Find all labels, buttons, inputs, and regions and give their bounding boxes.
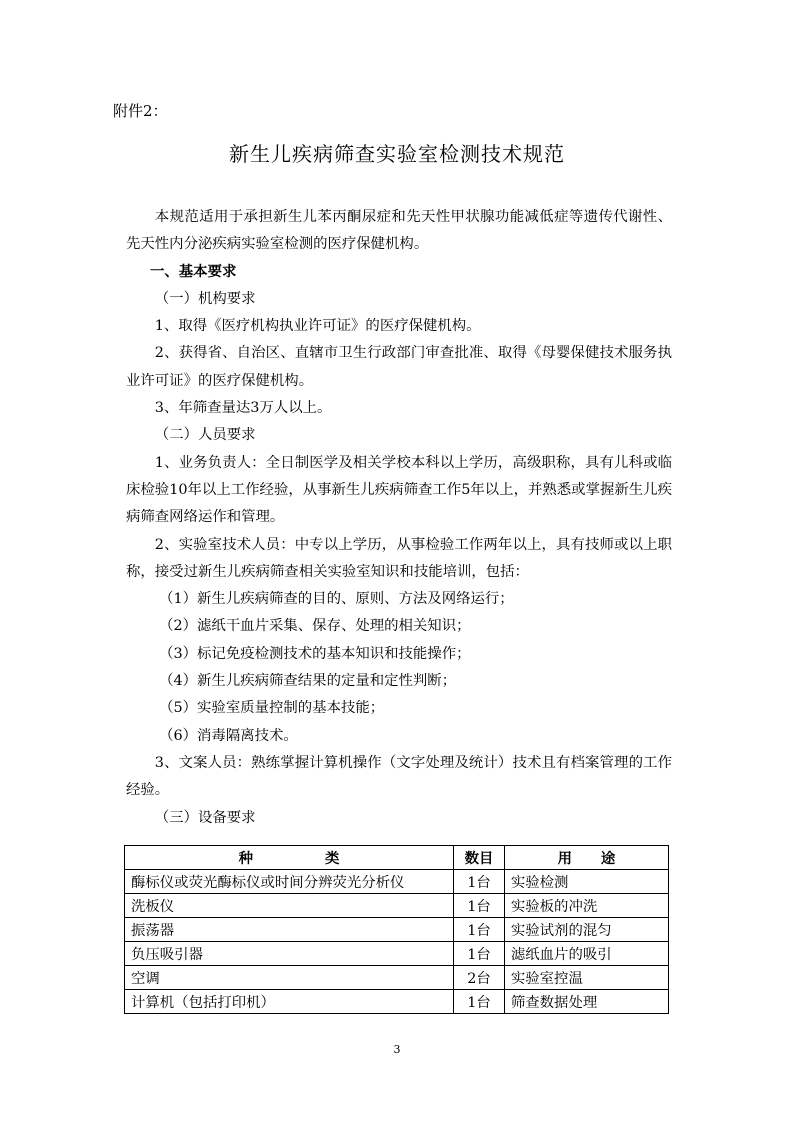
header-purpose: 用 途	[504, 846, 668, 870]
cell-purpose: 实验试剂的混匀	[504, 918, 668, 942]
cell-purpose: 实验检测	[504, 870, 668, 894]
cell-type: 负压吸引器	[125, 942, 454, 966]
document-body	[126, 204, 672, 832]
attachment-label: 附件2：	[113, 102, 168, 120]
cell-type: 洗板仪	[125, 894, 454, 918]
staff-item-3: 3、文案人员：熟练掌握计算机操作（文字处理及统计）技术且有档案管理的工作经验。	[126, 754, 672, 799]
cell-type: 计算机（包括打印机）	[125, 990, 454, 1014]
page-number: 3	[393, 1043, 401, 1056]
cell-type: 酶标仪或荧光酶标仪或时间分辨荧光分析仪	[125, 870, 454, 894]
cell-type: 振荡器	[125, 918, 454, 942]
table-row	[125, 966, 669, 990]
cell-purpose: 滤纸血片的吸引	[504, 942, 668, 966]
training-item-2: （2）滤纸干血片采集、保存、处理的相关知识；	[159, 618, 471, 635]
table-row	[125, 990, 669, 1014]
document-title: 新生儿疾病筛查实验室检测技术规范	[229, 142, 565, 166]
subsection-heading-staff: （二）人员要求	[154, 427, 256, 444]
training-item-5: （5）实验室质量控制的基本技能；	[159, 700, 385, 717]
cell-purpose: 实验板的冲洗	[504, 894, 668, 918]
training-item-3: （3）标记免疫检测技术的基本知识和技能操作；	[159, 645, 471, 662]
cell-count: 1台	[454, 870, 505, 894]
cell-count: 1台	[454, 942, 505, 966]
table-row	[125, 870, 669, 894]
cell-count: 1台	[454, 918, 505, 942]
cell-purpose: 筛查数据处理	[504, 990, 668, 1014]
training-item-1: （1）新生儿疾病筛查的目的、原则、方法及网络运行；	[159, 591, 514, 608]
header-count: 数目	[454, 846, 505, 870]
staff-item-1: 1、业务负责人：全日制医学及相关学校本科以上学历，高级职称，具有儿科或临床检验10年以上工作经验，从事新生儿疾病筛查工作5年以上，并熟悉或掌握新生儿疾病筛查网络运作和管理。	[126, 454, 672, 526]
table-row	[125, 942, 669, 966]
equipment-table	[124, 845, 669, 1014]
table-row	[125, 894, 669, 918]
cell-count: 1台	[454, 990, 505, 1014]
subsection-heading-institution: （一）机构要求	[154, 290, 256, 307]
training-item-6: （6）消毒隔离技术。	[159, 727, 298, 744]
institution-item-1: 1、取得《医疗机构执业许可证》的医疗保健机构。	[154, 318, 481, 335]
section-heading-basic-requirements: 一、基本要求	[150, 263, 237, 280]
intro-paragraph: 本规范适用于承担新生儿苯丙酮尿症和先天性甲状腺功能减低症等遗传代谢性、先天性内分泌疾病实验室检测的医疗保健机构。	[126, 209, 672, 253]
institution-item-3: 3、年筛查量达3万人以上。	[154, 400, 332, 417]
cell-type: 空调	[125, 966, 454, 990]
table-row	[125, 918, 669, 942]
cell-count: 1台	[454, 894, 505, 918]
cell-purpose: 实验室控温	[504, 966, 668, 990]
training-item-4: （4）新生儿疾病筛查结果的定量和定性判断；	[159, 673, 457, 690]
cell-count: 2台	[454, 966, 505, 990]
table-header-row	[125, 846, 669, 870]
subsection-heading-equipment: （三）设备要求	[154, 809, 256, 826]
institution-item-2: 2、获得省、自治区、直辖市卫生行政部门审查批准、取得《母婴保健技术服务执业许可证》的医疗保健机构。	[126, 345, 672, 389]
staff-item-2: 2、实验室技术人员：中专以上学历，从事检验工作两年以上，具有技师或以上职称，接受过新生儿疾病筛查相关实验室知识和技能培训，包括：	[126, 536, 672, 580]
header-type: 种 类	[125, 846, 454, 870]
